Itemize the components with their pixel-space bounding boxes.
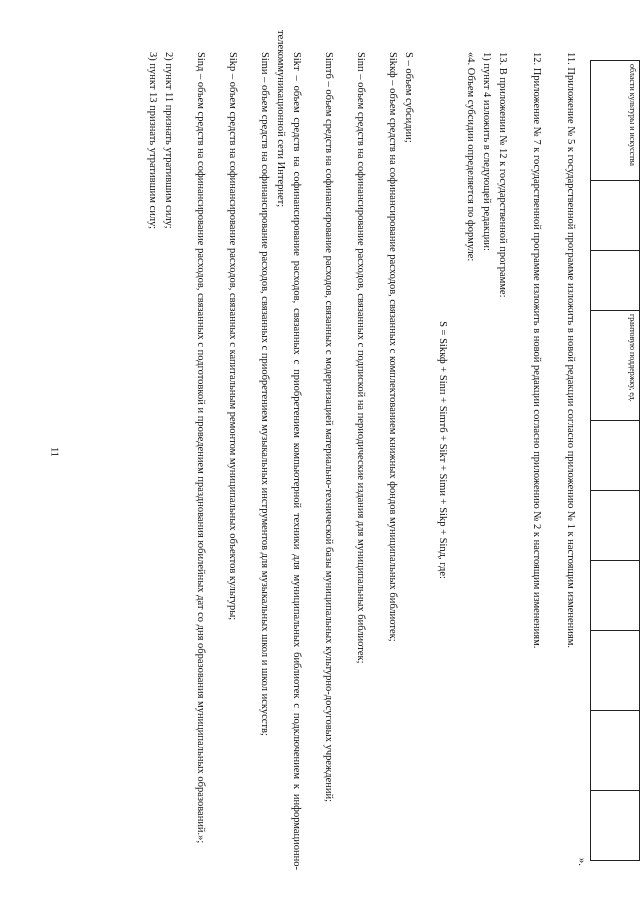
item-12: 12. Приложение № 7 к государственной программе изложить в новой редакции согласно приложению № 2 к настоящим изменениям.	[531, 52, 542, 649]
definition-sikt: Sikт – объем средств на софинансирование расходов, связанных с приобретением компьютерной техники для муниципальных библиотек с подключением к информационно-телекоммуникационной сети Интернет;	[275, 30, 302, 870]
table-fragment	[590, 60, 640, 861]
item-11: 11. Приложение № 5 к государственной программе изложить в новой редакции согласно приложению № 1 к настоящим изменениям.	[565, 52, 576, 648]
rotated-page-content	[80, 30, 640, 870]
table-cell	[591, 711, 640, 791]
table-cell	[591, 421, 640, 491]
table-row	[591, 61, 640, 861]
item-13: 13. В приложении № 12 к государственной программе:	[497, 52, 508, 298]
table-cell: области культуры и искусства	[591, 61, 640, 181]
definition-s: S – объем субсидии;	[403, 52, 414, 143]
definition-sinp: Sinп – объем средств на софинансирование расходов, связанных с подпиской на периодические издания для муниципальных библиотек;	[355, 52, 366, 664]
subitem-3: 3) пункт 13 признать утратившим силу;	[147, 52, 158, 230]
table-cell	[591, 491, 640, 561]
definition-sinpd: Sinд – объем средств на софинансирование расходов, связанных с подготовкой и проведением празднования юбилейных дат со дня образования муниципальных образований.»;	[195, 52, 206, 844]
page-number: 11	[48, 447, 60, 457]
table-cell: грантовую поддержку, ед.	[591, 311, 640, 421]
definition-sikkf: Sikкф – объем средств на софинансирование расходов, связанных с комплектованием книжных фондов муниципальных библиотек;	[387, 52, 398, 642]
quote-close: ».	[576, 857, 588, 866]
table-cell	[591, 791, 640, 861]
table-cell	[591, 631, 640, 711]
formula-intro: «4. Объем субсидии определяется по формуле:	[465, 52, 476, 262]
table-cell	[591, 181, 640, 251]
table-cell	[591, 251, 640, 311]
subitem-1: 1) пункт 4 изложить в следующей редакции:	[481, 52, 492, 251]
formula: S = Sikкф + Sinп + Simтб + Sikт + Simи + Sikр + Sinд, где:	[437, 321, 448, 579]
definition-simtb: Simтб – объем средств на софинансирование расходов, связанных с модернизацией материально-технической базы муниципальных культурно-досуговых учреждений;	[323, 52, 334, 803]
definition-simi: Simи – объем средств на софинансирование расходов, связанных с приобретением музыкальных инструментов для музыкальных школ и школ искусств;	[259, 52, 270, 736]
subitem-2: 2) пункт 11 признать утратившим силу;	[163, 52, 174, 229]
table-cell	[591, 561, 640, 631]
definition-sikr: Sikр – объем средств на софинансирование расходов, связанных с капитальным ремонтом муниципальных объектов культуры;	[227, 52, 238, 621]
